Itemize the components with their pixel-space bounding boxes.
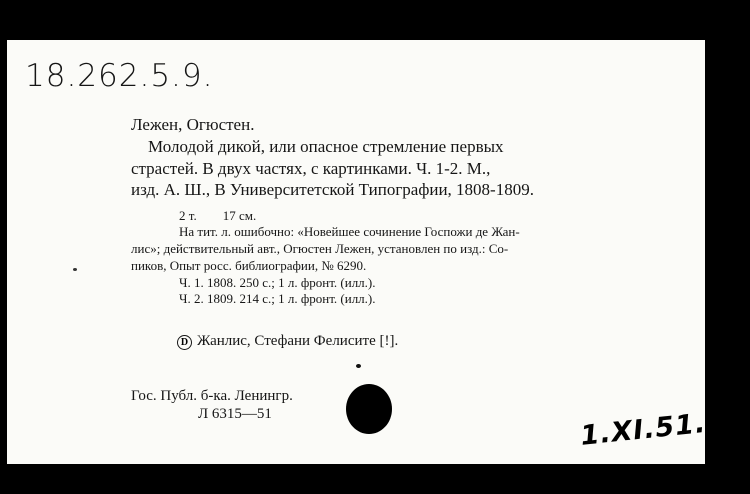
note-line: лис»; действительный авт., Огюстен Лежен, установлен по изд.: Со-	[131, 241, 509, 256]
extent: 2 т. 17 см.	[179, 208, 257, 223]
description-line: страстей. В двух частях, с картинками. Ч. 1-2. М.,	[131, 159, 491, 178]
description-line: Молодой дикой, или опасное стремление первых	[148, 137, 504, 156]
ink-dot	[356, 364, 361, 368]
added-entry-marker-icon: D	[177, 335, 192, 350]
punch-hole	[346, 384, 392, 434]
description-line: изд. А. Ш., В Университетской Типографии, 1808-1809.	[131, 180, 534, 199]
volume-line: Ч. 2. 1809. 214 с.; 1 л. фронт. (илл.).	[179, 291, 376, 306]
note-line: пиков, Опыт росс. библиографии, № 6290.	[131, 258, 367, 273]
shelf-mark: 18.262.5.9.	[25, 58, 214, 94]
handwritten-note: 1.XI.51.Щ	[579, 403, 745, 452]
ink-speck	[73, 268, 77, 271]
added-entry: Жанлис, Стефани Фелисите [!].	[197, 333, 399, 349]
library-code: Л 6315—51	[198, 406, 272, 422]
library-name: Гос. Публ. б-ка. Ленингр.	[131, 388, 293, 404]
note-line: На тит. л. ошибочно: «Новейшее сочинение Госпожи де Жан-	[179, 224, 520, 239]
volume-line: Ч. 1. 1808. 250 с.; 1 л. фронт. (илл.).	[179, 275, 376, 290]
heading-author: Лежен, Огюстен.	[131, 115, 255, 134]
catalog-card	[7, 40, 745, 464]
